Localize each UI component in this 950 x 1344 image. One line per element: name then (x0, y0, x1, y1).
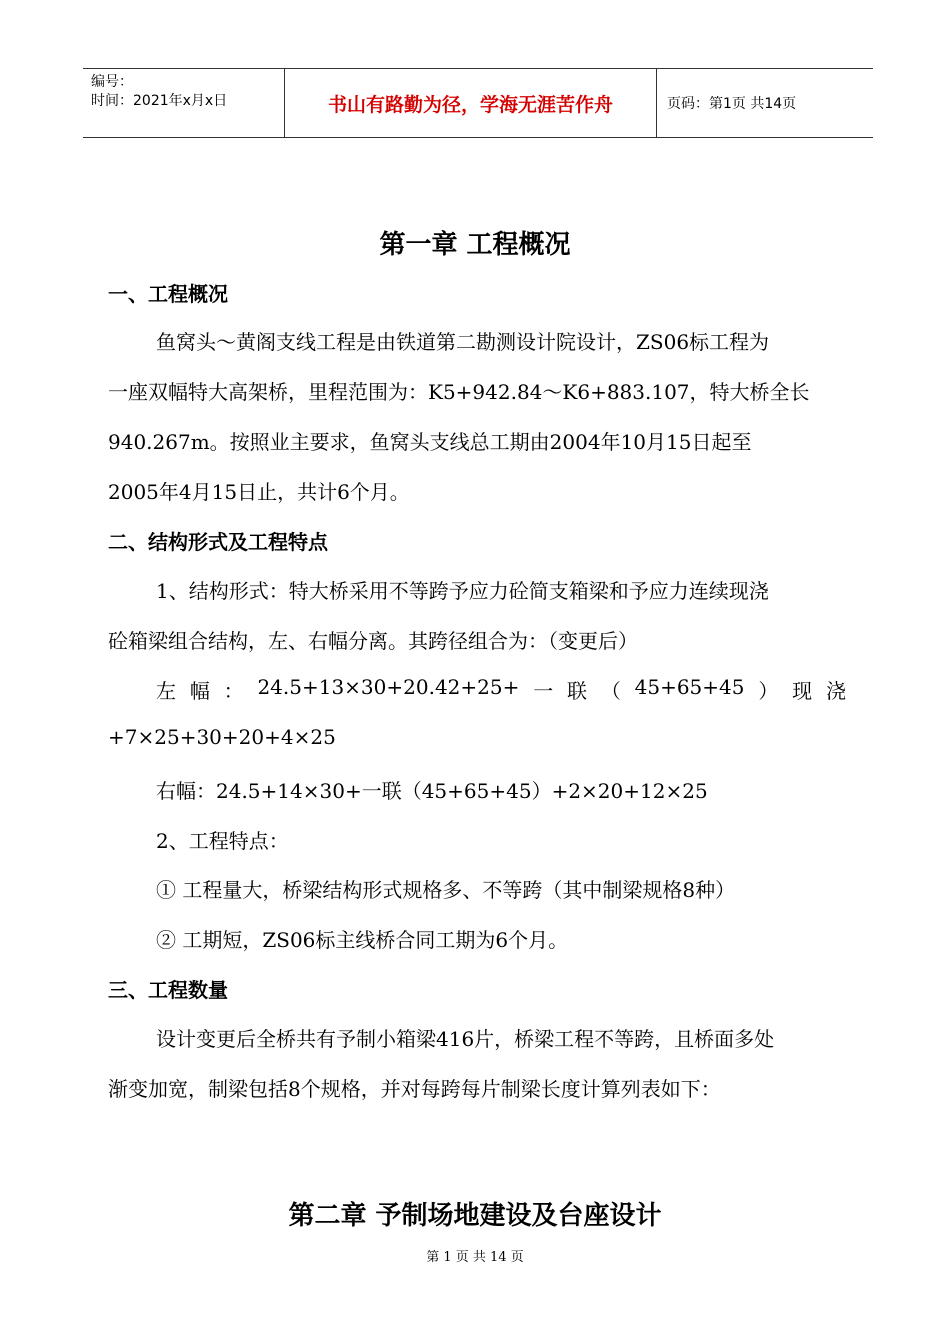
left-span-part: 联 (567, 679, 587, 703)
chapter-2-title: 第二章 予制场地建设及台座设计 (288, 1201, 662, 1231)
left-span-part: 幅 (189, 679, 210, 703)
chapter-1-title: 第一章 工程概况 (379, 230, 571, 260)
header-meta-cell (83, 69, 284, 137)
left-span-part: 24.5+13×30+20.42+25+ (257, 675, 520, 699)
section-3-heading: 三、工程数量 (108, 978, 228, 1002)
header-motto-cell (284, 69, 657, 137)
section-1-heading: 一、工程概况 (108, 282, 228, 306)
section-1-line-1: 鱼窝头～黄阁支线工程是由铁道第二勘测设计院设计，ZS06标工程为 (156, 330, 770, 354)
document-number-label: 编号： (91, 74, 133, 90)
right-span-line: 右幅：24.5+14×30+一联（45+65+45）+2×20+12×25 (156, 779, 708, 803)
structure-line-2: 砼箱梁组合结构，左、右幅分离。其跨径组合为：（变更后） (108, 629, 638, 653)
document-time-label: 时间：2021年x月x日 (91, 93, 228, 109)
section-2-heading: 二、结构形式及工程特点 (108, 530, 328, 554)
left-span-part: ） (758, 679, 779, 703)
left-span-part: （ (600, 679, 621, 703)
left-span-continuation: +7×25+30+20+4×25 (108, 725, 336, 749)
left-span-part: 一 (533, 679, 554, 703)
feature-item-1: ① 工程量大，桥梁结构形式规格多、不等跨（其中制梁规格8种） (156, 878, 736, 902)
left-span-part: ： (223, 679, 244, 703)
section-3-line-2: 渐变加宽，制梁包括8个规格，并对每跨每片制梁长度计算列表如下： (108, 1077, 721, 1101)
section-3-line-1: 设计变更后全桥共有予制小箱梁416片，桥梁工程不等跨，且桥面多处 (156, 1027, 775, 1051)
left-span-part: 浇 (825, 679, 846, 703)
feature-item-2: ② 工期短，ZS06标主线桥合同工期为6个月。 (156, 928, 569, 952)
section-1-line-3: 940.267m。按照业主要求，鱼窝头支线总工期由2004年10月15日起至 (108, 430, 752, 454)
left-span-part: 左 (156, 679, 176, 703)
structure-line-1: 1、结构形式：特大桥采用不等跨予应力砼简支箱梁和予应力连续现浇 (156, 579, 769, 603)
left-span-part: 现 (792, 679, 813, 703)
features-title: 2、工程特点： (156, 829, 289, 853)
footer-page-number: 第 1 页 共 14 页 (426, 1250, 524, 1265)
section-1-line-4: 2005年4月15日止，共计6个月。 (108, 480, 410, 504)
header-page-cell (657, 69, 873, 137)
left-span-part: 45+65+45 (634, 675, 745, 699)
section-1-line-2: 一座双幅特大高架桥，里程范围为：K5+942.84～K6+883.107，特大桥全长 (108, 380, 810, 404)
left-span-line (156, 675, 846, 704)
header-table (83, 68, 873, 138)
header-page-info: 页码：第1页 共14页 (667, 96, 797, 112)
header-motto: 书山有路勤为径，学海无涯苦作舟 (327, 93, 613, 116)
